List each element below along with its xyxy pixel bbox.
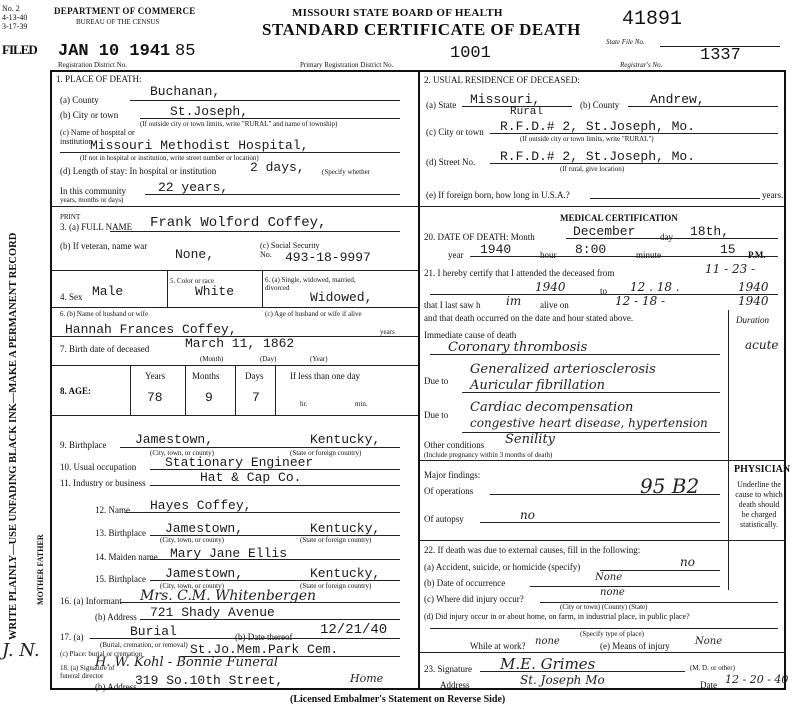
cause-5: congestive heart disease, hypertension	[470, 416, 708, 430]
father-bp-city: Jamestown,	[165, 521, 244, 536]
stay-label: (d) Length of stay: In hospital or institution	[60, 166, 217, 176]
foreign-years: years.	[762, 190, 784, 200]
state-note-3: (State or foreign country)	[300, 582, 372, 590]
side-instruction: WRITE PLAINLY—USE UNFADING BLACK INK—MAKE A PERMANENT RECORD	[8, 232, 19, 640]
physician-head: PHYSICIAN	[734, 464, 791, 475]
address-label: (b) Address	[95, 612, 137, 622]
foreign-label: (e) If foreign born, how long in U.S.A.?	[426, 190, 570, 200]
city-note-2: (City, town, or county)	[160, 536, 224, 544]
dir-address-label: (b) Address	[95, 682, 137, 692]
corner-line: No. 2	[2, 4, 20, 13]
physician-note: Underline the cause to which death should be charged statistically.	[735, 480, 783, 529]
bureau-heading: BUREAU OF THE CENSUS	[76, 18, 160, 26]
phys-date-value: 12 - 20 - 40	[725, 673, 789, 686]
signature-label: 23. Signature	[424, 664, 472, 674]
medical-heading: MEDICAL CERTIFICATION	[560, 213, 678, 223]
veteran-value: None,	[175, 247, 215, 262]
where-value: none	[600, 587, 625, 598]
father-bp-state: Kentucky,	[310, 521, 381, 536]
spouse-age-label: (c) Age of husband or wife if alive	[265, 310, 362, 318]
did-label: (d) Did injury occur in or about home, on farm, in industrial place, in public place?	[424, 612, 690, 621]
state-file-label: State File No.	[606, 38, 645, 46]
manner-value: none	[535, 636, 560, 647]
page-title: STANDARD CERTIFICATE OF DEATH	[262, 20, 581, 39]
cause-3: Auricular fibrillation	[470, 378, 606, 393]
phys-date-label: Date	[700, 680, 717, 690]
dir-address-value: 319 So.10th Street,	[135, 673, 284, 688]
day-label: day	[660, 232, 673, 242]
hour-label: hour	[540, 250, 557, 260]
veteran-label: (b) If veteran, name war	[60, 241, 148, 251]
res-county-label: (b) County	[580, 100, 620, 110]
spouse-label: 6. (b) Name of husband or wife	[60, 310, 149, 318]
primary-label: Primary Registration District No.	[300, 61, 394, 69]
community-label: In this community	[60, 186, 126, 196]
dept-heading: DEPARTMENT OF COMMERCE	[54, 6, 196, 16]
mother-label: 14. Maiden name	[95, 552, 158, 562]
father-value: Hayes Coffey,	[150, 498, 252, 513]
res-state-value: Missouri,	[470, 92, 541, 107]
print-label: PRINT	[60, 213, 81, 221]
res-street-label: (d) Street No.	[426, 157, 476, 167]
death-hour: 8:00	[575, 242, 607, 257]
occupation-value: Stationary Engineer	[165, 455, 314, 470]
filed-stamp: FILED	[2, 42, 37, 57]
county-value: Buchanan,	[150, 84, 221, 99]
attend-from-year: 1940	[535, 280, 566, 294]
city-value: St.Joseph,	[170, 104, 249, 119]
board-heading: MISSOURI STATE BOARD OF HEALTH	[292, 7, 503, 19]
autopsy-label: Of autopsy	[424, 514, 464, 524]
filed-date: JAN 10 1941	[58, 42, 171, 61]
stay-value: 2 days,	[250, 160, 305, 175]
res-county-value: Andrew,	[650, 92, 705, 107]
attend-to-year: 1940	[738, 280, 769, 294]
informant-label: 16. (a) Informant	[60, 596, 122, 606]
director-label: 18. (a) Signature of funeral director	[60, 664, 115, 680]
means-label: (e) Means of injury	[600, 641, 670, 651]
ss-value: 493-18-9997	[285, 250, 371, 265]
due-to-2: Due to	[424, 410, 449, 420]
md-label: (M. D. or other)	[690, 664, 735, 672]
code-value: 95 B2	[640, 474, 700, 498]
spouse-value: Hannah Frances Coffey,	[65, 322, 237, 337]
birth-day: (Day)	[260, 355, 277, 363]
alive-year: 1940	[738, 294, 769, 308]
marital-label: 6. (a) Single, widowed, married, divorced	[265, 276, 356, 292]
hospital-value: Missouri Methodist Hospital,	[90, 138, 309, 153]
res-state-label: (a) State	[426, 100, 457, 110]
age-label: 8. AGE:	[60, 386, 92, 396]
where-note: (City or town) (County) (State)	[560, 603, 648, 611]
res-city-note: (If outside city or town limits, write "RURAL")	[520, 135, 654, 143]
community-note: years, months or days)	[60, 196, 124, 204]
external-label: 22. If death was due to external causes, fill in the following:	[424, 545, 641, 555]
burial-place-value: St.Jo.Mem.Park Cem.	[190, 642, 339, 657]
age-months: 9	[205, 390, 213, 405]
burial-note: (Burial, cremation, or removal)	[100, 641, 188, 649]
death-year: 1940	[480, 242, 512, 257]
burial-label: 17. (a)	[60, 632, 84, 642]
where-label: (c) Where did injury occur?	[424, 594, 524, 604]
reg-district-no: 85	[175, 42, 196, 61]
father-label: 12. Name	[95, 505, 130, 515]
county-label: (a) County	[60, 95, 99, 105]
birth-month: (Month)	[200, 355, 224, 363]
corner-stamp	[2, 4, 27, 31]
corner-line: 4-13-40	[2, 13, 28, 22]
age-years-head: Years	[145, 371, 166, 381]
birth-year: (Year)	[310, 355, 328, 363]
due-to-1: Due to	[424, 376, 449, 386]
registrar-no: 1337	[700, 46, 741, 65]
birthplace-state: Kentucky,	[310, 432, 381, 447]
marital-value: Widowed,	[310, 290, 373, 305]
cause-4: Cardiac decompensation	[470, 400, 634, 415]
res-city-value: R.F.D.# 2, St.Joseph, Mo.	[500, 119, 696, 134]
cause-duration: acute	[745, 338, 779, 352]
father-bp-label: 13. Birthplace	[95, 528, 146, 538]
phys-address-label: Address	[440, 680, 470, 690]
physician-signature: M.E. Grimes	[500, 655, 596, 673]
name-value: Frank Wolford Coffey,	[150, 215, 327, 231]
state-note-1: (State or foreign country)	[290, 449, 362, 457]
residence-label: 2. USUAL RESIDENCE OF DECEASED:	[424, 75, 580, 85]
occurrence-value: None	[595, 572, 623, 583]
res-street-note: (If rural, give location)	[560, 165, 625, 173]
other-value: Senility	[505, 432, 556, 447]
name-label: 3. (a) FULL NAME	[60, 222, 133, 232]
saw-label: that I last saw h	[424, 300, 481, 310]
means-value: None	[695, 636, 723, 647]
age-years: 78	[147, 390, 163, 405]
industry-value: Hat & Cap Co.	[200, 470, 302, 485]
age-less-label: If less than one day	[290, 371, 360, 381]
res-street-value: R.F.D.# 2, St.Joseph, Mo.	[500, 149, 696, 164]
attend-to: 12 . 18 .	[630, 280, 680, 294]
birthplace-city: Jamestown,	[135, 432, 214, 447]
year-label: year	[448, 250, 464, 260]
cause-immediate: Coronary thrombosis	[448, 340, 588, 355]
age-min: min.	[355, 400, 368, 408]
did-note: (Specify type of place)	[580, 630, 644, 638]
footer-note: (Licensed Embalmer's Statement on Reverse Side)	[290, 694, 506, 705]
sex-label: 4. Sex	[60, 292, 83, 302]
address-value: 721 Shady Avenue	[150, 605, 275, 620]
birthplace-label: 9. Birthplace	[60, 440, 107, 450]
attend-from: 11 - 23 -	[705, 262, 756, 276]
informant-value: Mrs. C.M. Whitenbergen	[140, 588, 317, 604]
age-days-head: Days	[245, 371, 264, 381]
major-label: Major findings:	[424, 470, 481, 480]
file-number: 41891	[622, 8, 683, 31]
city-label: (b) City or town	[60, 110, 119, 120]
color-label: 5. Color or race	[170, 277, 214, 285]
res-rural: Rural	[510, 106, 544, 118]
city-note-3: (City, town, or county)	[160, 582, 224, 590]
margin-initials: J. N.	[2, 640, 40, 661]
res-city-label: (c) City or town	[426, 127, 484, 137]
operations-label: Of operations	[424, 486, 474, 496]
birth-value: March 11, 1862	[185, 336, 295, 351]
stay-note: (Specify whether	[322, 168, 371, 176]
cause-2: Generalized arteriosclerosis	[470, 362, 656, 377]
hospital-note: (If not in hospital or institution, write street number or location)	[80, 154, 259, 162]
death-occurred: and that death occurred on the date and hour stated above.	[424, 313, 634, 323]
age-months-head: Months	[192, 371, 220, 381]
primary-no: 1001	[450, 44, 491, 63]
burial-date-value: 12/21/40	[320, 622, 388, 638]
director-value: H. W. Kohl - Bonnie Funeral	[95, 655, 279, 670]
occurrence-label: (b) Date of occurrence	[424, 578, 506, 588]
burial-place-label: (c) Place: burial or cremation	[60, 650, 143, 658]
hospital-label: (c) Name of hospital or institution	[60, 128, 135, 146]
attend-to-label: to	[600, 286, 608, 296]
duration-head: Duration	[736, 315, 770, 325]
community-value: 22 years,	[158, 180, 229, 195]
industry-label: 11. Industry or business	[60, 478, 146, 488]
mother-bp-label: 15. Birthplace	[95, 574, 146, 584]
mother-bp-city: Jamestown,	[165, 566, 244, 581]
spouse-age-unit: years	[380, 328, 395, 336]
manner-label: While at work?	[470, 641, 526, 651]
death-minute: 15	[720, 242, 736, 257]
parent-side-label: MOTHER FATHER	[36, 534, 45, 605]
age-days: 7	[252, 390, 260, 405]
alive-label: alive on	[540, 300, 569, 310]
phys-address-value: St. Joseph Mo	[520, 673, 605, 687]
burial-date-label: (b) Date thereof	[235, 632, 293, 642]
saw-him: im	[506, 294, 522, 308]
home-note: Home	[350, 672, 384, 685]
corner-line: 3-17-39	[2, 22, 28, 31]
state-note-2: (State or foreign country)	[300, 536, 372, 544]
other-label: Other conditions	[424, 440, 485, 450]
reg-district-label: Registration District No.	[58, 61, 128, 69]
sex-value: Male	[92, 284, 124, 299]
color-value: White	[195, 284, 235, 299]
place-label: 1. PLACE OF DEATH:	[56, 74, 142, 84]
attend-label: 21. I hereby certify that I attended the deceased from	[424, 268, 615, 278]
birth-label: 7. Birth date of deceased	[60, 344, 150, 354]
immediate-label: Immediate cause of death	[424, 330, 517, 340]
pm: P.M.	[748, 250, 766, 260]
registrar-label: Registrar's No.	[620, 61, 663, 69]
death-date-label: 20. DATE OF DEATH: Month	[424, 232, 535, 242]
minute-label: minute	[636, 250, 661, 260]
occupation-label: 10. Usual occupation	[60, 462, 137, 472]
alive-on: 12 - 18 -	[615, 294, 666, 308]
age-hr: hr.	[300, 400, 308, 408]
death-day: 18th,	[690, 224, 730, 239]
accident-value: no	[680, 555, 695, 569]
death-month: December	[573, 224, 636, 239]
mother-value: Mary Jane Ellis	[170, 546, 288, 561]
other-note: (Include pregnancy within 3 months of death)	[424, 451, 553, 459]
city-note-1: (City, town, or county)	[150, 449, 214, 457]
autopsy-value: no	[520, 508, 535, 522]
accident-label: (a) Accident, suicide, or homicide (specify)	[424, 562, 581, 572]
ss-label: (c) Social Security No.	[260, 241, 320, 259]
mother-bp-state: Kentucky,	[310, 566, 381, 581]
burial-value: Burial	[130, 624, 177, 639]
city-note: (If outside city or town limits, write "RURAL" and name of township)	[140, 120, 338, 128]
